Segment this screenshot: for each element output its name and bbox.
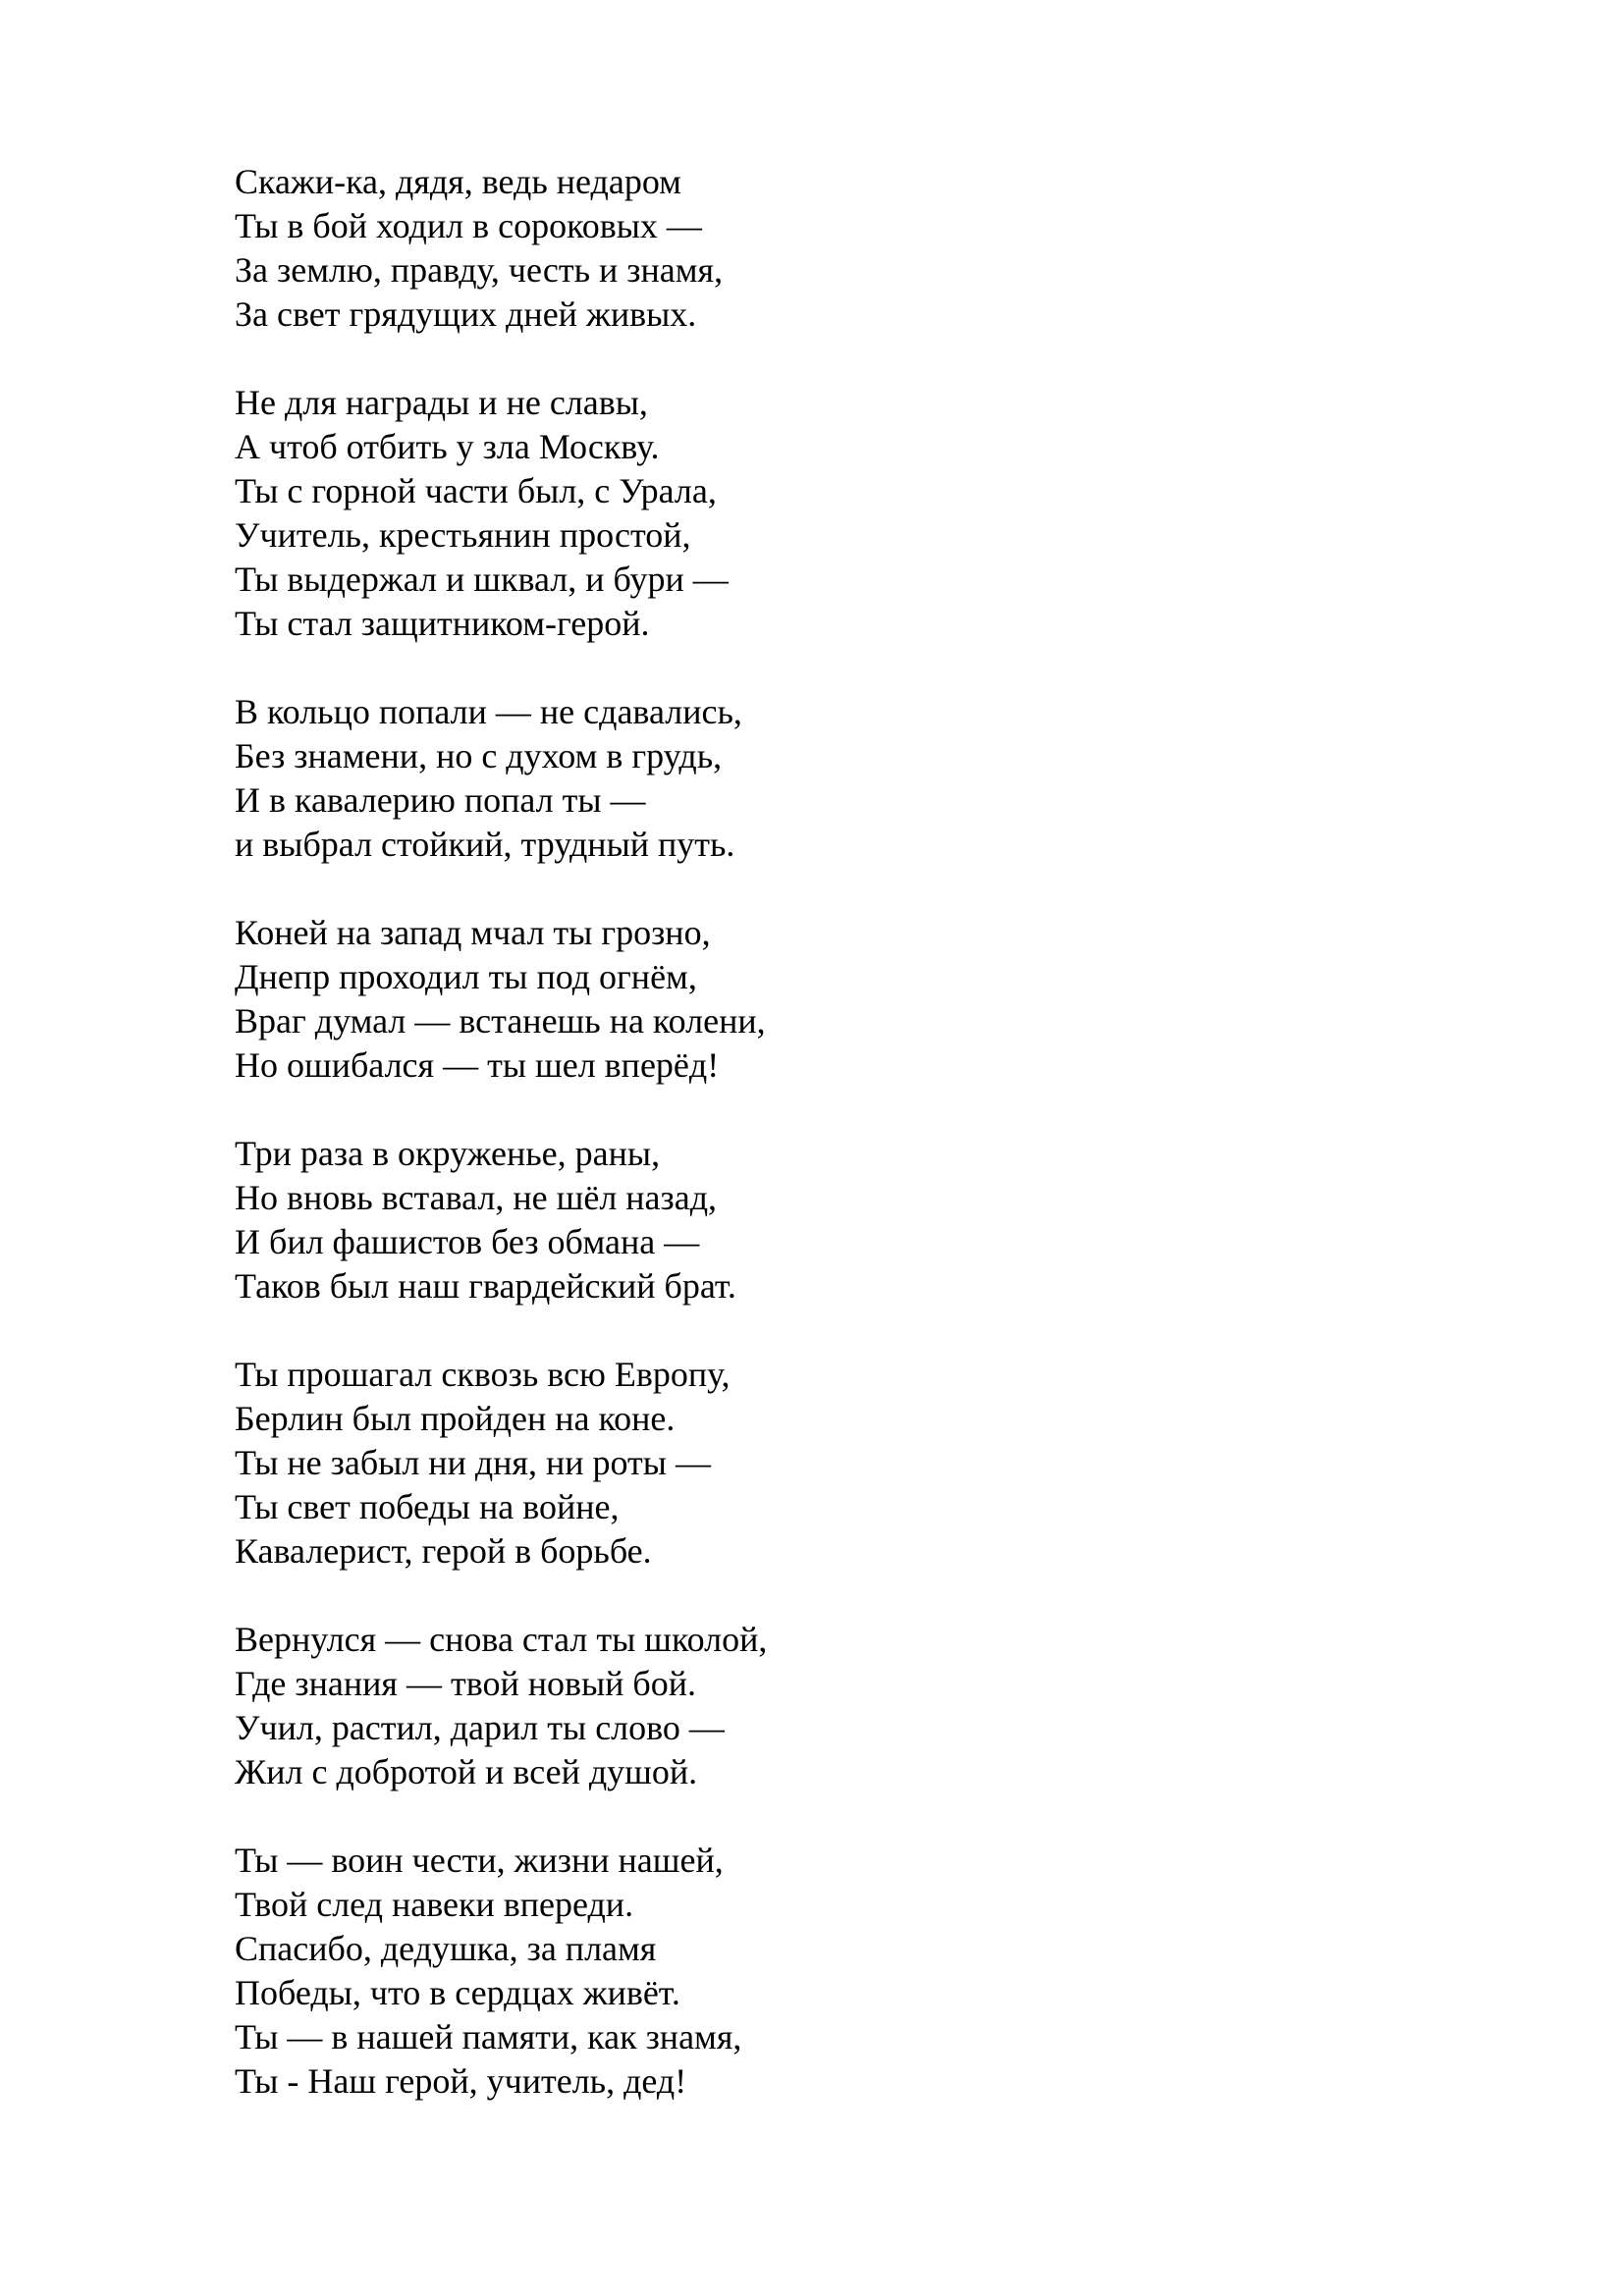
poem-line: И бил фашистов без обмана —	[235, 1222, 700, 1261]
stanza-8	[235, 1839, 1413, 2104]
poem-line: За землю, правду, честь и знамя,	[235, 250, 724, 290]
stanza-7	[235, 1618, 1413, 1794]
stanza-4	[235, 911, 1413, 1088]
poem-line: Ты в бой ходил в сороковых —	[235, 206, 702, 245]
poem-line: Но ошибался — ты шел вперёд!	[235, 1045, 720, 1085]
poem-line: За свет грядущих дней живых.	[235, 294, 697, 334]
poem-line: А чтоб отбить у зла Москву.	[235, 427, 660, 466]
stanza-1	[235, 160, 1413, 337]
poem-line: Не для награды и не славы,	[235, 383, 648, 422]
poem-line: В кольцо попали — не сдавались,	[235, 692, 742, 731]
poem-line: Учил, растил, дарил ты слово —	[235, 1708, 725, 1747]
stanza-2	[235, 381, 1413, 646]
poem-line: Ты стал защитником-герой.	[235, 604, 650, 643]
stanza-5	[235, 1132, 1413, 1308]
poem-line: Ты - Наш герой, учитель, дед!	[235, 2061, 687, 2101]
poem-line: Три раза в окруженье, раны,	[235, 1134, 661, 1173]
poem-line: Но вновь вставал, не шёл назад,	[235, 1178, 718, 1217]
poem-line: Кавалерист, герой в борьбе.	[235, 1531, 652, 1571]
poem-line: Днепр проходил ты под огнём,	[235, 957, 697, 996]
poem	[235, 160, 1413, 2104]
poem-line: Таков был наш гвардейский брат.	[235, 1266, 736, 1306]
stanza-3	[235, 690, 1413, 867]
poem-line: Ты не забыл ни дня, ни роты —	[235, 1443, 711, 1482]
poem-line: Враг думал — встанешь на колени,	[235, 1001, 766, 1041]
poem-line: Учитель, крестьянин простой,	[235, 515, 691, 555]
poem-line: Коней на запад мчал ты грозно,	[235, 913, 711, 952]
poem-line: Спасибо, дедушка, за пламя	[235, 1929, 657, 1968]
poem-line: И в кавалерию попал ты —	[235, 780, 646, 820]
poem-line: Жил с добротой и всей душой.	[235, 1752, 698, 1791]
poem-line: Ты выдержал и шквал, и бури —	[235, 560, 729, 599]
poem-line: Ты — в нашей памяти, как знамя,	[235, 2017, 742, 2056]
poem-line: Где знания — твой новый бой.	[235, 1664, 697, 1703]
stanza-6	[235, 1353, 1413, 1574]
poem-line: Ты с горной части был, с Урала,	[235, 471, 717, 510]
poem-line: Твой след навеки впереди.	[235, 1885, 634, 1924]
poem-line: Ты свет победы на войне,	[235, 1487, 620, 1526]
poem-line: Без знамени, но с духом в грудь,	[235, 736, 723, 775]
poem-line: Берлин был пройден на коне.	[235, 1399, 676, 1438]
poem-line: Ты — воин чести, жизни нашей,	[235, 1841, 724, 1880]
poem-line: Вернулся — снова стал ты школой,	[235, 1620, 768, 1659]
poem-line: Победы, что в сердцах живёт.	[235, 1973, 680, 2012]
poem-line: и выбрал стойкий, трудный путь.	[235, 825, 735, 864]
poem-line: Ты прошагал сквозь всю Европу,	[235, 1355, 731, 1394]
poem-line: Скажи-ка, дядя, ведь недаром	[235, 162, 681, 201]
